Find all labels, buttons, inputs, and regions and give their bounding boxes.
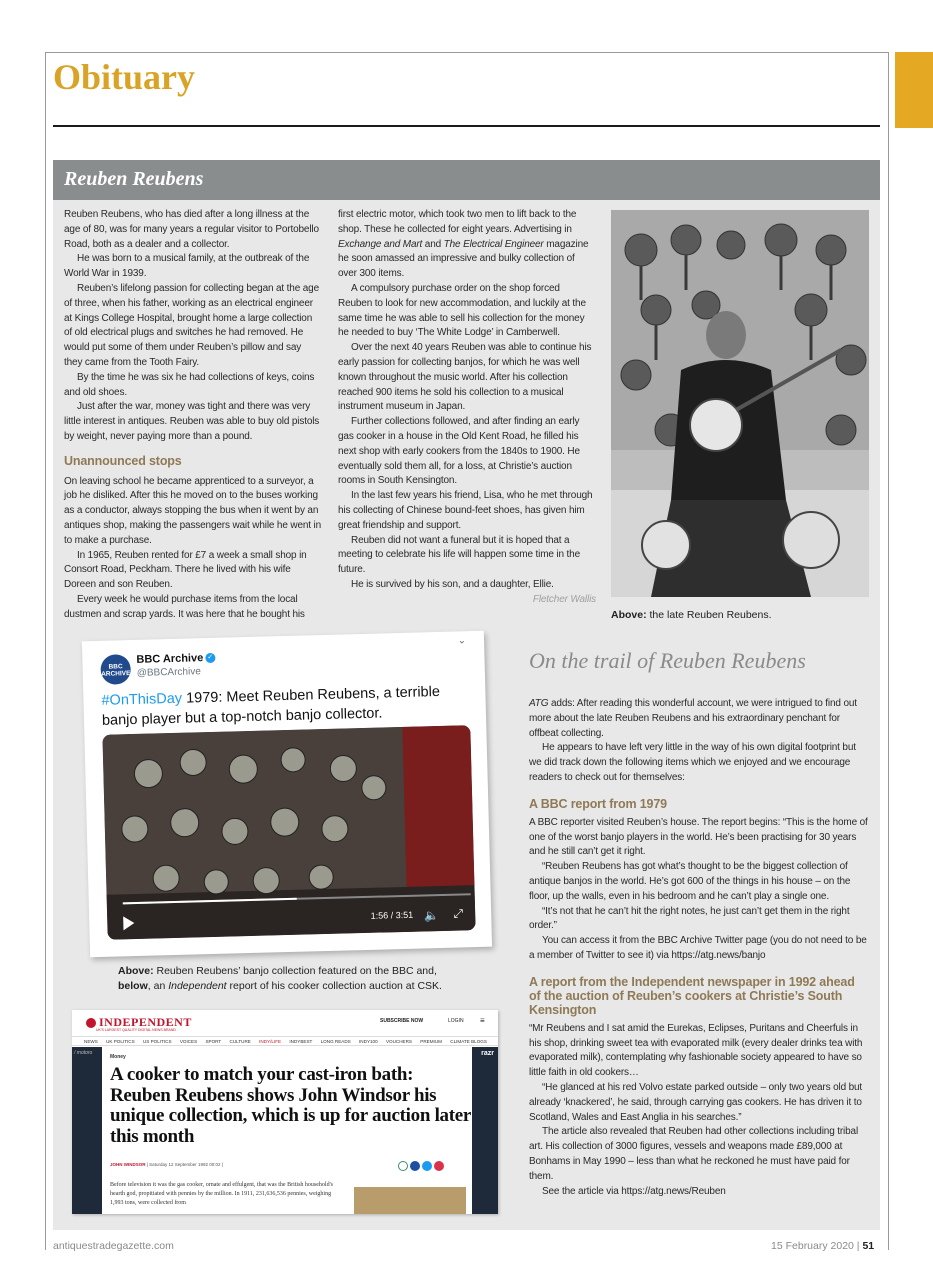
independent-tagline: UK'S LARGEST QUALITY DIGITAL NEWS BRAND (96, 1028, 176, 1032)
tweet-card (82, 631, 492, 957)
nav-item[interactable]: NEWS (84, 1039, 98, 1044)
article-thumbnail (354, 1187, 466, 1214)
email-icon[interactable] (434, 1161, 444, 1171)
nav-item[interactable]: INDY100 (359, 1039, 378, 1044)
avatar-text: BBC (108, 663, 123, 671)
hashtag-link: #OnThisDay (101, 690, 183, 709)
nav-item[interactable]: PREMIUM (420, 1039, 442, 1044)
share-icons (398, 1158, 446, 1176)
sidebar-title: On the trail of Reuben Reubens (529, 648, 806, 673)
article-headline: Reuben Reubens (64, 168, 204, 190)
caption-text: report of his cooker collection auction at CSK. (226, 979, 442, 992)
subscribe-button[interactable]: SUBSCRIBE NOW (380, 1018, 424, 1024)
caption-text: the late Reuben Reubens. (646, 609, 772, 621)
caption-publication: Independent (168, 979, 227, 992)
article-section: Money (110, 1054, 126, 1060)
text-run: magazine he soon amassed an impressive and bulky collection of over 300 items. (338, 238, 589, 280)
byline-author: JOHN WINDSOR (110, 1162, 146, 1167)
paragraph: In 1965, Reuben rented for £7 a week a small shop in Consort Road, Peckham. There he lived with his wife Doreen and son Reuben. (64, 549, 307, 591)
separator: | (853, 1240, 863, 1252)
nav-item[interactable]: INDY/LIFE (259, 1039, 282, 1044)
paragraph (338, 208, 596, 282)
paragraph: “Mr Reubens and I sat amid the Eurekas, Eclipses, Puritans and Cheerfuls in his shop, drinking sweet tea with evaporated milk (every dealer drinks tea with evaporated milk), contemplating why fashionable society appeared to have so little faith in old cookers… (529, 1022, 863, 1079)
menu-icon[interactable]: ≡ (480, 1016, 485, 1025)
tweet-video (102, 725, 475, 940)
nav-item[interactable]: UK POLITICS (106, 1039, 135, 1044)
author-byline: Fletcher Wallis (532, 593, 596, 605)
text-run: first electric motor, which took two men to lift back to the shop. These he collected for eight years. Advertising in (338, 209, 577, 235)
play-icon[interactable] (123, 916, 134, 930)
caption-text: , an (147, 979, 169, 992)
nav-item[interactable]: CLIMATE BLOGS (450, 1039, 487, 1044)
article-column-1 (64, 208, 322, 623)
title-rule (53, 125, 880, 127)
independent-nav (72, 1036, 498, 1046)
paragraph: Over the next 40 years Reuben was able to continue his early passion for collecting banjos, for which he was well known throughout the music world. After his collection reached 900 items he sold his collection to a musical instrument museum in Japan. (338, 342, 592, 413)
independent-page (72, 1047, 498, 1214)
paragraph: He was born to a musical family, at the outbreak of the World War in 1939. (64, 253, 310, 280)
paragraph: “Reuben Reubens has got what’s thought to be the biggest collection of antique banjos in the world. He’s got 600 of the things in his house – on the floor, up the walls, even in his bedroom and he can’t play a single one. (529, 861, 851, 902)
portrait-photo (611, 210, 869, 597)
side-advert-right: razr (481, 1050, 494, 1057)
section-title: Obituary (53, 57, 196, 97)
paragraph: Reuben did not want a funeral but it is hoped that a meeting to celebrate his life will happen some time in the future. (338, 534, 580, 576)
byline-date: | Saturday 12 September 1992 00:02 | (145, 1162, 223, 1167)
publication-abbrev: ATG (529, 698, 549, 709)
paragraph: Reuben Reubens, who has died after a long illness at the age of 80, was for many years a regular visitor to Portobello Road, both as a dealer and a collector. (64, 209, 319, 250)
nav-item[interactable]: US POLITICS (142, 1039, 172, 1044)
video-time: 1:56 / 3:51 (370, 909, 414, 921)
twitter-icon[interactable] (422, 1161, 432, 1171)
nav-item[interactable]: CULTURE (229, 1039, 251, 1044)
paragraph: He appears to have left very little in the way of his own digital footprint but we did track down the following items which we enjoyed and we encourage readers to check out for themselves: (529, 742, 856, 783)
volume-icon[interactable]: 🔈 (424, 908, 440, 923)
chevron-down-icon: ⌄ (457, 635, 467, 647)
avatar-text: ARCHIVE (101, 670, 131, 678)
sidebar-body (529, 697, 869, 1199)
footer-date-page (771, 1240, 874, 1252)
independent-lead: Before television it was the gas cooker, ornate and effulgent, that was the British household's hearth god, propitiated with pennies by the million. In 1911, 231,636,536 pennies, weighing 1,993 tons, were collected from (110, 1182, 334, 1206)
caption-label: below (118, 979, 148, 992)
issue-date: 15 February 2020 (771, 1240, 854, 1252)
publication-title: The Electrical Engineer (443, 238, 544, 250)
subheading: Unannounced stops (64, 453, 182, 468)
verified-icon: ✓ (205, 653, 215, 663)
paragraph: Just after the war, money was tight and there was very little interest in antiques. Reuben was able to buy old pistols by weight, never paying more than a pound. (64, 401, 320, 442)
paragraph: Reuben’s lifelong passion for collecting began at the age of three, when his father, working as an electrical engineer at Kings College Hospital, brought home a large collection of old electrical plugs and switches he had removed. He would put some of them under Reuben’s pillow and say they came from the Tooth Fairy. (64, 282, 319, 368)
paragraph: “It’s not that he can’t hit the right notes, he just can’t get them in the right order.” (529, 905, 850, 932)
caption-text: Reuben Reubens’ banjo collection featured on the BBC and, (153, 965, 437, 977)
tweet-author-name (136, 652, 215, 666)
publication-title: Exchange and Mart (338, 238, 423, 250)
paragraph: Every week he would purchase items from the local dustmen and scrap yards. It was here that he bought his (64, 593, 305, 620)
paragraph: You can access it from the BBC Archive Twitter page (you do not need to be a member of Twitter to see it) via https://atg.news/banjo (529, 935, 867, 961)
logo-text: INDEPENDENT (99, 1015, 192, 1029)
tweet-author-handle: @BBCArchive (136, 666, 201, 679)
paragraph: On leaving school he became apprenticed to a surveyor, a job he disliked. After this he moved on to the buses working as a conductor, always stopping the bus when it went by an antiques shop, making the passengers wait while he went in to make a purchase. (64, 475, 322, 546)
independent-headline: A cooker to match your cast-iron bath: Reuben Reubens shows John Windsor his unique collection, which is up for auction later this month (110, 1064, 471, 1147)
nav-item[interactable]: LONG READS (320, 1039, 351, 1044)
paragraph: By the time he was six he had collections of keys, coins and old shoes. (64, 371, 315, 398)
paragraph (529, 697, 869, 741)
fullscreen-icon[interactable]: ⤢ (453, 906, 464, 921)
tweet-caption (118, 964, 458, 993)
paragraph: A compulsory purchase order on the shop forced Reuben to look for new accommodation, and luckily at the same time he was able to sell his collection for the money he needed to buy ‘The White Lodge’ in Camberwell. (338, 282, 586, 339)
independent-article (102, 1047, 472, 1214)
photo-caption (611, 609, 772, 621)
text-run: adds: After reading this wonderful account, we were intrigued to find out more about the late Reuben Reubens and his extraordinary penchant for offbeat collecting. (529, 698, 857, 739)
paragraph: He is survived by his son, and a daughter, Ellie. (351, 578, 554, 590)
nav-item[interactable]: VOICES (179, 1039, 198, 1044)
caption-label: Above: (118, 965, 154, 977)
video-frame (102, 725, 475, 940)
nav-item[interactable]: VOUCHERS (385, 1039, 412, 1044)
bbc-archive-avatar (100, 654, 131, 685)
independent-screenshot (72, 1010, 498, 1214)
author-name: BBC Archive (136, 652, 204, 666)
portrait-illustration (611, 210, 869, 597)
paragraph: The article also revealed that Reuben had other collections including tribal art. His collection of 3000 figures, vessels and weapons made £89,000 at Bonhams in May 1990 – less than what he reckoned he must have paid for them. (529, 1126, 859, 1182)
tweet-body: 1979: Meet Reuben Reubens, a terrible banjo player but a top-notch banjo collector. (101, 683, 441, 729)
text-run: and (422, 238, 444, 250)
facebook-icon[interactable] (410, 1161, 420, 1171)
independent-byline (110, 1162, 223, 1167)
nav-item[interactable]: INDYBEST (289, 1039, 313, 1044)
login-button[interactable]: LOGIN (448, 1018, 464, 1024)
paragraph: A BBC reporter visited Reuben’s house. The report begins: “This is the home of one of the worst banjo players in the world. He’s been practising for 30 years and he still can’t get it right. (529, 816, 868, 858)
section-tab (895, 52, 933, 128)
page-number: 51 (862, 1240, 875, 1252)
article-column-2 (338, 208, 596, 608)
paragraph: Further collections followed, and after finding an early gas cooker in a house in the Old Kent Road, he filled his next shop with early cookers from the 1840s to 1900. He eventually sold them all, for a loss, at Christie’s auction rooms in South Kensington. (338, 416, 580, 487)
side-advert-left: / motoro (74, 1050, 93, 1056)
paragraph: In the last few years his friend, Lisa, who he met through his collecting of Chinese bound-feet shoes, has given him great friendship and support. (338, 490, 593, 531)
caption-label: Above: (611, 609, 647, 621)
subheading: A BBC report from 1979 (529, 796, 667, 811)
paragraph: See the article via https://atg.news/Reuben (542, 1185, 726, 1197)
eagle-icon (86, 1018, 96, 1028)
footer-website: antiquestradegazette.com (53, 1240, 174, 1252)
bookmark-icon[interactable] (398, 1161, 408, 1171)
nav-item[interactable]: SPORT (205, 1039, 222, 1044)
subheading: A report from the Independent newspaper in 1992 ahead of the auction of Reuben’s cookers at Christie’s South Kensington (529, 974, 855, 1017)
tweet-text (101, 681, 462, 730)
paragraph: “He glanced at his red Volvo estate parked outside – only two years old but already ‘knackered’, he said, through carrying gas cookers. He has driven it to Scotland, Wales and East Anglia in his searches.” (529, 1081, 863, 1123)
